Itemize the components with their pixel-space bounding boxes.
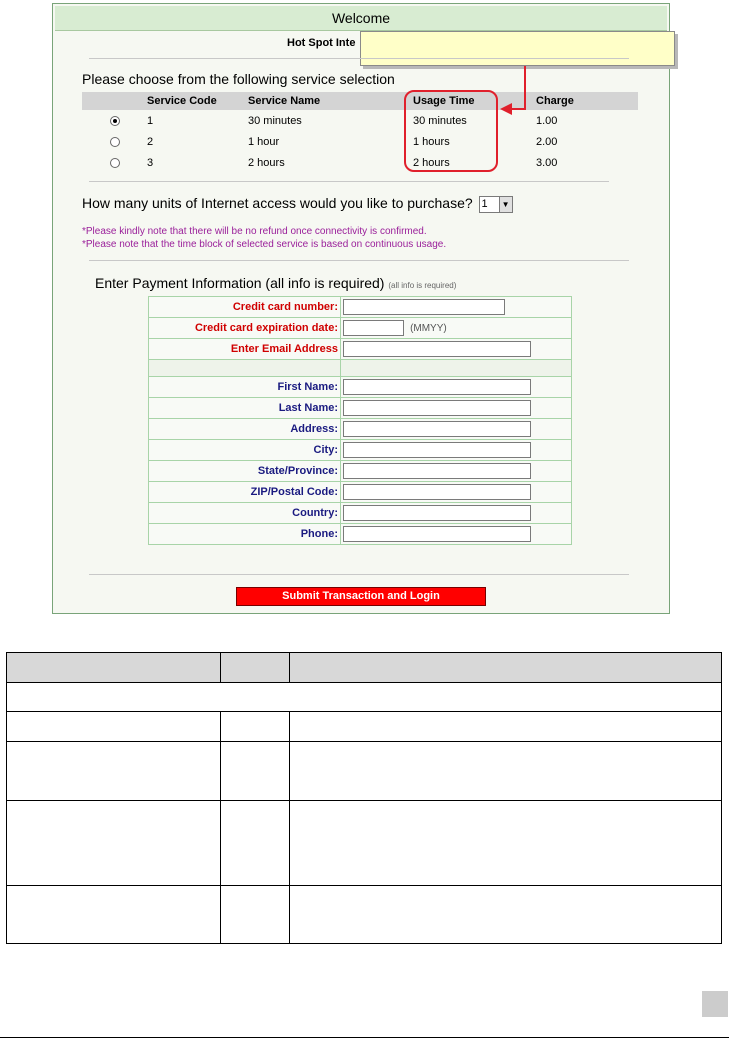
- expiration-hint: (MMYY): [410, 322, 447, 334]
- doc-row: [7, 712, 722, 742]
- state-label: State/Province:: [149, 461, 341, 482]
- form-row: [149, 398, 572, 419]
- service-code: 3: [147, 156, 154, 169]
- col-charge: Charge: [536, 92, 638, 110]
- form-row: [149, 318, 572, 339]
- email-label: Enter Email Address: [149, 339, 341, 360]
- divider: [89, 574, 629, 575]
- form-row: [149, 524, 572, 545]
- page-number-badge: [702, 991, 728, 1017]
- charge: 1.00: [536, 114, 558, 127]
- service-name: 1 hour: [248, 135, 280, 148]
- payment-title-note: (all info is required): [388, 281, 457, 290]
- city-label: City:: [149, 440, 341, 461]
- doc-header-row: [7, 653, 722, 683]
- usage-time: 2 hours: [413, 156, 450, 169]
- col-service-name: Service Name: [248, 92, 413, 110]
- country-label: Country:: [149, 503, 341, 524]
- service-name: 30 minutes: [248, 114, 302, 127]
- form-row: [149, 377, 572, 398]
- footer-rule: [0, 1037, 729, 1038]
- phone-label: Phone:: [149, 524, 341, 545]
- doc-row: [7, 801, 722, 886]
- card-number-label: Credit card number:: [149, 297, 341, 318]
- form-row: [149, 339, 572, 360]
- units-row: [82, 195, 513, 213]
- last-name-label: Last Name:: [149, 398, 341, 419]
- usage-time: 30 minutes: [413, 114, 467, 127]
- payment-title-main: Enter Payment Information (all info is required): [95, 275, 385, 291]
- col-service-code: Service Code: [147, 92, 248, 110]
- units-value: 1: [481, 197, 488, 210]
- form-row: [149, 440, 572, 461]
- submit-button[interactable]: Submit Transaction and Login: [236, 587, 486, 606]
- service-name: 2 hours: [248, 156, 285, 169]
- city-input[interactable]: [343, 442, 531, 458]
- usage-time: 1 hours: [413, 135, 450, 148]
- country-input[interactable]: [343, 505, 531, 521]
- hotspot-login-panel: [52, 3, 670, 614]
- card-number-input[interactable]: [343, 299, 505, 315]
- col-usage-time: Usage Time: [413, 92, 536, 110]
- form-row: [149, 461, 572, 482]
- zip-label: ZIP/Postal Code:: [149, 482, 341, 503]
- expiration-label: Credit card expiration date:: [149, 318, 341, 339]
- email-input[interactable]: [343, 341, 531, 357]
- payment-title: [95, 275, 456, 291]
- zip-input[interactable]: [343, 484, 531, 500]
- doc-row: [7, 742, 722, 801]
- payment-form: [148, 296, 572, 545]
- address-label: Address:: [149, 419, 341, 440]
- units-question: How many units of Internet access would you like to purchase?: [82, 195, 473, 211]
- charge: 2.00: [536, 135, 558, 148]
- divider: [89, 181, 609, 182]
- address-input[interactable]: [343, 421, 531, 437]
- expiration-input[interactable]: [343, 320, 404, 336]
- first-name-label: First Name:: [149, 377, 341, 398]
- form-row: [149, 419, 572, 440]
- doc-section-row: [7, 683, 722, 712]
- service-code: 2: [147, 135, 154, 148]
- callout-arrow-icon: [53, 4, 671, 204]
- dropdown-arrow-icon[interactable]: ▼: [499, 197, 512, 212]
- continuous-usage-note: *Please note that the time block of selected service is based on continuous usage.: [82, 239, 447, 250]
- form-spacer-row: [149, 360, 572, 377]
- phone-input[interactable]: [343, 526, 531, 542]
- first-name-input[interactable]: [343, 379, 531, 395]
- divider: [89, 260, 629, 261]
- service-code: 1: [147, 114, 154, 127]
- doc-row: [7, 886, 722, 944]
- state-input[interactable]: [343, 463, 531, 479]
- hotspot-subtitle: Hot Spot Inte: [287, 37, 356, 49]
- document-table: [6, 652, 722, 944]
- charge: 3.00: [536, 156, 558, 169]
- form-row: [149, 503, 572, 524]
- form-row: [149, 482, 572, 503]
- units-select[interactable]: [479, 196, 513, 213]
- last-name-input[interactable]: [343, 400, 531, 416]
- form-row: [149, 297, 572, 318]
- welcome-header: Welcome: [55, 6, 667, 31]
- service-heading: Please choose from the following service selection: [82, 71, 395, 87]
- refund-note: *Please kindly note that there will be no refund once connectivity is confirmed.: [82, 226, 427, 237]
